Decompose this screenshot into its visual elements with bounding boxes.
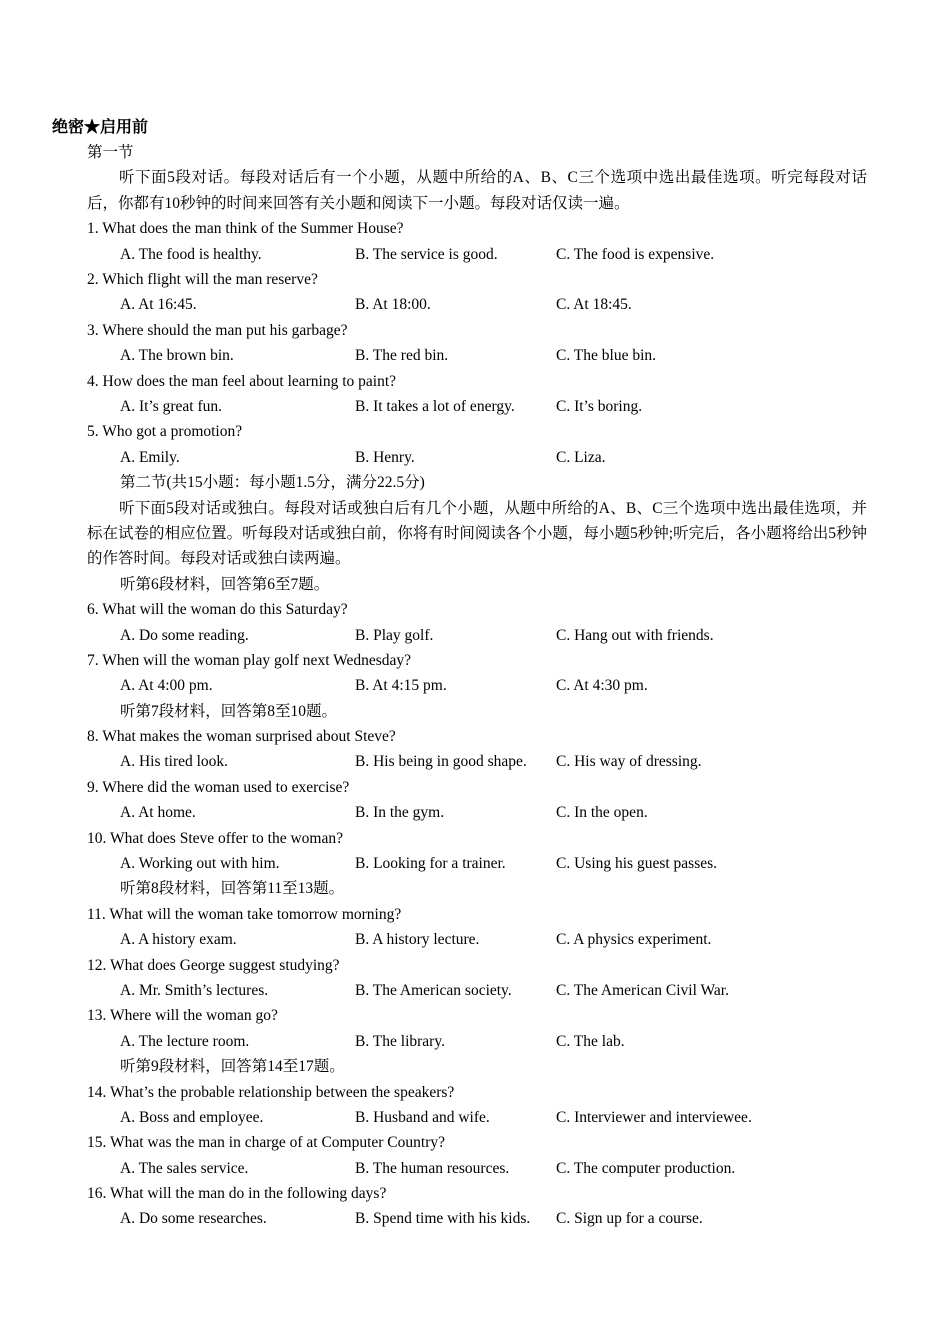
option-a: A. The sales service. — [120, 1159, 249, 1177]
question-stem: 12. What does George suggest studying? — [87, 956, 340, 974]
option-c: C. A physics experiment. — [556, 931, 712, 949]
option-c: C. Liza. — [556, 448, 606, 466]
option-b: B. The red bin. — [355, 347, 449, 365]
option-c: C. It’s boring. — [556, 397, 643, 415]
option-a: A. Do some reading. — [120, 626, 249, 644]
question-stem: 14. What’s the probable relationship between the speakers? — [87, 1083, 455, 1101]
option-b: B. Henry. — [355, 448, 415, 466]
answer-options — [87, 851, 867, 876]
material-7-instruction: 听第7段材料，回答第8至10题。 — [120, 702, 338, 720]
option-b: B. Looking for a trainer. — [355, 855, 506, 873]
option-a: A. His tired look. — [120, 753, 229, 771]
option-b: B. The human resources. — [355, 1159, 510, 1177]
option-b: B. Spend time with his kids. — [355, 1210, 531, 1228]
option-a: A. Working out with him. — [120, 855, 280, 873]
option-a: A. At 4:00 pm. — [120, 677, 213, 695]
option-c: C. In the open. — [556, 804, 648, 822]
material-9-instruction: 听第9段材料，回答第14至17题。 — [120, 1058, 345, 1076]
option-a: A. Do some researches. — [120, 1210, 267, 1228]
option-a: A. At 16:45. — [120, 296, 197, 314]
question-stem: 3. Where should the man put his garbage? — [87, 321, 348, 339]
answer-options — [87, 800, 867, 825]
answer-options — [87, 1105, 867, 1130]
section1-instructions: 听下面5段对话。每段对话后有一个小题，从题中所给的A、B、C三个选项中选出最佳选项。听完每段对话后，你都有10秒钟的时间来回答有关小题和阅读下一小题。每段对话仅读一遍。 — [87, 169, 867, 212]
option-a: A. Boss and employee. — [120, 1108, 264, 1126]
option-b: B. At 4:15 pm. — [355, 677, 447, 695]
material-8-instruction: 听第8段材料，回答第11至13题。 — [120, 880, 345, 898]
question-stem: 2. Which flight will the man reserve? — [87, 270, 318, 288]
option-c: C. The blue bin. — [556, 347, 657, 365]
option-b: B. His being in good shape. — [355, 753, 527, 771]
option-c: C. Interviewer and interviewee. — [556, 1108, 752, 1126]
option-b: B. The library. — [355, 1032, 445, 1050]
option-b: B. The American society. — [355, 981, 512, 999]
answer-options — [87, 1206, 867, 1231]
option-c: C. His way of dressing. — [556, 753, 702, 771]
question-stem: 8. What makes the woman surprised about Steve? — [87, 728, 396, 746]
option-c: C. Hang out with friends. — [556, 626, 714, 644]
question-stem: 16. What will the man do in the following days? — [87, 1185, 387, 1203]
section2-instructions: 听下面5段对话或独白。每段对话或独白后有几个小题，从题中所给的A、B、C三个选项中选出最佳选项，并标在试卷的相应位置。听每段对话或独白前，你将有时间阅读各个小题，每小题5秒钟;听完后，各小题将给出5秒钟的作答时间。每段对话或独白读两遍。 — [87, 499, 867, 568]
material-6-questions — [87, 597, 867, 699]
option-c: C. The lab. — [556, 1032, 625, 1050]
option-a: A. The food is healthy. — [120, 245, 262, 263]
option-a: A. The lecture room. — [120, 1032, 250, 1050]
question-stem: 1. What does the man think of the Summer House? — [87, 220, 404, 238]
material-8-questions — [87, 902, 867, 1054]
material-9-questions — [87, 1080, 867, 1232]
section1-questions — [87, 216, 867, 470]
option-b: B. Husband and wife. — [355, 1108, 490, 1126]
answer-options — [87, 292, 867, 317]
option-a: A. Mr. Smith’s lectures. — [120, 981, 269, 999]
option-c: C. Using his guest passes. — [556, 855, 718, 873]
question-stem: 11. What will the woman take tomorrow morning? — [87, 905, 402, 923]
answer-options — [87, 749, 867, 774]
option-c: C. Sign up for a course. — [556, 1210, 703, 1228]
option-b: B. Play golf. — [355, 626, 434, 644]
section1-label: 第一节 — [87, 144, 134, 161]
confidential-heading: 绝密★启用前 — [52, 119, 149, 136]
question-stem: 7. When will the woman play golf next Wednesday? — [87, 651, 412, 669]
question-stem: 6. What will the woman do this Saturday? — [87, 601, 348, 619]
option-c: C. At 4:30 pm. — [556, 677, 648, 695]
answer-options — [87, 1029, 867, 1054]
answer-options — [87, 623, 867, 648]
answer-options — [87, 673, 867, 698]
option-c: C. The food is expensive. — [556, 245, 715, 263]
option-a: A. At home. — [120, 804, 196, 822]
answer-options — [87, 343, 867, 368]
material-6-instruction: 听第6段材料，回答第6至7题。 — [120, 575, 330, 593]
option-a: A. Emily. — [120, 448, 180, 466]
answer-options — [87, 445, 867, 470]
answer-options — [87, 242, 867, 267]
question-stem: 9. Where did the woman used to exercise? — [87, 778, 350, 796]
question-stem: 15. What was the man in charge of at Computer Country? — [87, 1134, 445, 1152]
answer-options — [87, 1156, 867, 1181]
material-7-questions — [87, 724, 867, 876]
option-c: C. The American Civil War. — [556, 981, 729, 999]
question-stem: 13. Where will the woman go? — [87, 1007, 278, 1025]
option-a: A. The brown bin. — [120, 347, 234, 365]
option-c: C. At 18:45. — [556, 296, 632, 314]
option-b: B. It takes a lot of energy. — [355, 397, 515, 415]
exam-body — [87, 140, 867, 1232]
section2-label: 第二节(共15小题：每小题1.5分，满分22.5分) — [120, 474, 425, 492]
answer-options — [87, 927, 867, 952]
option-a: A. A history exam. — [120, 931, 237, 949]
option-a: A. It’s great fun. — [120, 397, 223, 415]
answer-options — [87, 394, 867, 419]
option-b: B. The service is good. — [355, 245, 498, 263]
option-c: C. The computer production. — [556, 1159, 736, 1177]
option-b: B. At 18:00. — [355, 296, 431, 314]
answer-options — [87, 978, 867, 1003]
question-stem: 5. Who got a promotion? — [87, 423, 243, 441]
question-stem: 4. How does the man feel about learning to paint? — [87, 372, 397, 390]
question-stem: 10. What does Steve offer to the woman? — [87, 829, 343, 847]
option-b: B. A history lecture. — [355, 931, 480, 949]
option-b: B. In the gym. — [355, 804, 445, 822]
